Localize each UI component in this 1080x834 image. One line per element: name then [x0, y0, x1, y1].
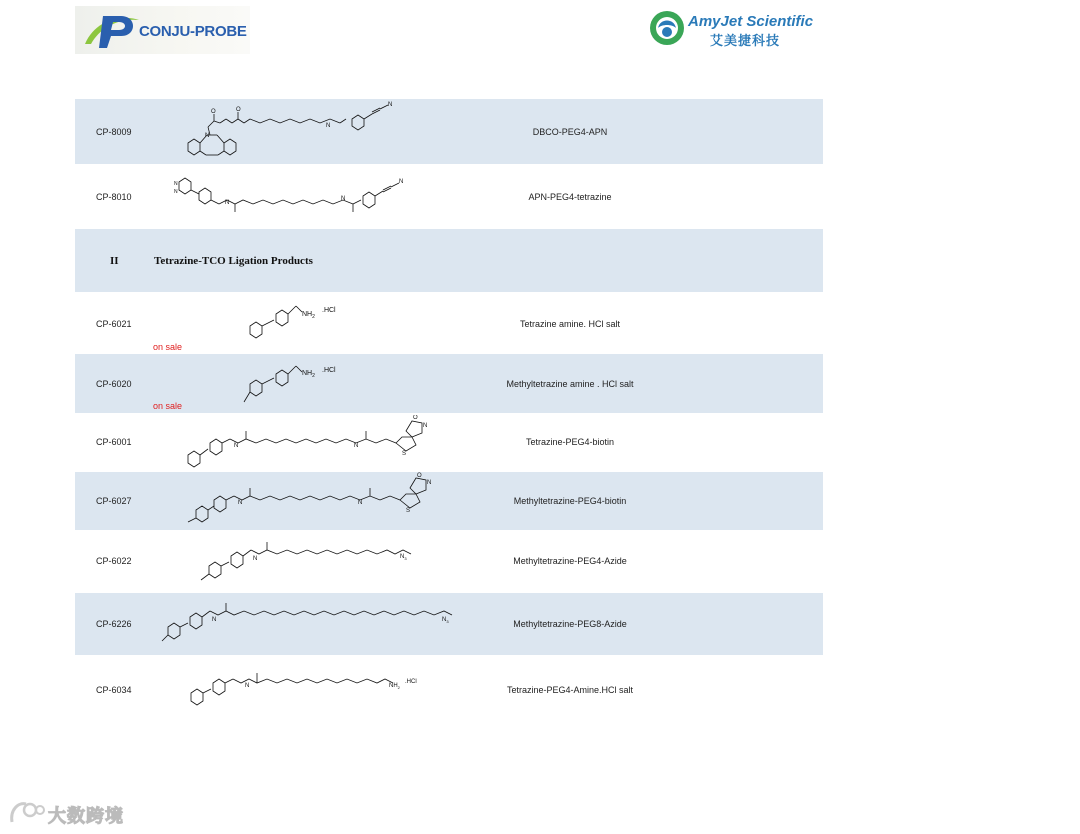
product-row: [75, 593, 823, 655]
svg-text:N: N: [358, 500, 363, 506]
on-sale-label: on sale: [153, 342, 183, 352]
svg-text:N: N: [174, 181, 178, 187]
svg-text:NH2: $NH_2$: [389, 683, 400, 690]
chemical-structure-dbco-peg4-apn: [180, 101, 405, 161]
product-code: CP-8009: [96, 127, 132, 137]
product-code: CP-6027: [96, 496, 132, 506]
svg-text:N3: $N_3$: [442, 617, 449, 624]
chemical-structure-methyltetrazine-amine: [238, 358, 358, 408]
svg-text:.HCl: .HCl: [405, 679, 417, 685]
watermark-text: 大数跨境: [48, 806, 124, 827]
svg-text:O: O: [211, 109, 216, 115]
product-code: CP-6001: [96, 437, 132, 447]
product-row: [75, 99, 823, 164]
svg-text:N3: $N_3$: [400, 554, 407, 561]
amyjet-logo-icon: [648, 8, 688, 48]
svg-text:N: N: [341, 196, 346, 202]
product-code: CP-6022: [96, 556, 132, 566]
svg-text:N: N: [423, 423, 428, 429]
product-code: CP-6034: [96, 685, 132, 695]
product-name: Methyltetrazine-PEG8-Azide: [513, 619, 627, 629]
conju-probe-logo-text: CONJU-PROBE: [139, 23, 247, 40]
product-row: [75, 354, 823, 413]
svg-text:N: N: [238, 500, 243, 506]
chemical-structure-tetrazine-peg4-biotin: [180, 415, 440, 471]
on-sale-label: on sale: [153, 401, 183, 411]
product-name: Tetrazine amine. HCl salt: [519, 319, 621, 329]
svg-text:N: N: [388, 102, 393, 108]
conju-probe-logo-icon: [81, 10, 141, 52]
product-code: CP-6021: [96, 319, 132, 329]
product-code: CP-6020: [96, 379, 132, 389]
watermark-logo-icon: [8, 798, 46, 828]
chemical-structure-apn-peg4-tetrazine: [173, 170, 443, 226]
product-name: DBCO-PEG4-APN: [532, 127, 608, 137]
conju-probe-logo: [75, 6, 250, 54]
svg-text:N: N: [427, 480, 432, 486]
svg-text:S: S: [402, 451, 407, 457]
product-name: Tetrazine-PEG4-Amine.HCl salt: [506, 685, 634, 695]
svg-text:N: N: [174, 189, 178, 195]
product-row: [75, 413, 823, 472]
chemical-structure-tetrazine-amine: [240, 298, 360, 348]
product-name: Tetrazine-PEG4-biotin: [525, 437, 615, 447]
product-row: [75, 655, 823, 725]
section-title: Tetrazine-TCO Ligation Products: [154, 255, 313, 267]
amyjet-logo-text-cn: 艾美捷科技: [710, 34, 781, 49]
svg-text:N: N: [225, 200, 230, 206]
product-row: [75, 292, 823, 354]
chemical-structure-methyltetrazine-peg4-azide: [195, 536, 415, 588]
product-name: APN-PEG4-tetrazine: [528, 192, 612, 202]
section-number: II: [110, 255, 119, 267]
svg-text:N: N: [354, 443, 359, 449]
svg-text:N: N: [234, 443, 239, 449]
svg-text:O: O: [413, 415, 418, 421]
product-name: Methyltetrazine amine . HCl salt: [506, 379, 634, 389]
svg-text:O: O: [236, 107, 241, 113]
svg-text:S: S: [406, 508, 411, 514]
watermark: [8, 798, 148, 830]
svg-text:.HCl: .HCl: [322, 367, 336, 374]
svg-text:N: N: [245, 683, 250, 689]
svg-text:NH2: $NH_2$: [302, 370, 315, 379]
amyjet-logo-text-en: AmyJet Scientific: [688, 13, 814, 30]
chemical-structure-methyltetrazine-peg4-biotin: [182, 472, 442, 528]
section-header: [75, 229, 823, 292]
svg-text:N: N: [399, 179, 404, 185]
chemical-structure-tetrazine-peg4-amine: [185, 661, 425, 717]
product-name: Methyltetrazine-PEG4-Azide: [513, 556, 627, 566]
svg-text:O: O: [417, 473, 422, 479]
product-row: [75, 530, 823, 593]
svg-text:N: N: [253, 556, 258, 562]
amyjet-logo: [648, 8, 823, 48]
svg-text:.HCl: .HCl: [322, 307, 336, 314]
product-code: CP-6226: [96, 619, 132, 629]
product-row: [75, 164, 823, 229]
chemical-structure-methyltetrazine-peg8-azide: [158, 597, 458, 651]
svg-text:N: N: [205, 133, 210, 139]
product-code: CP-8010: [96, 192, 132, 202]
svg-text:N: N: [212, 617, 217, 623]
product-row: [75, 472, 823, 530]
svg-text:N: N: [326, 123, 331, 129]
svg-text:NH2: $NH_2$: [302, 311, 315, 320]
product-name: Methyltetrazine-PEG4-biotin: [513, 496, 627, 506]
